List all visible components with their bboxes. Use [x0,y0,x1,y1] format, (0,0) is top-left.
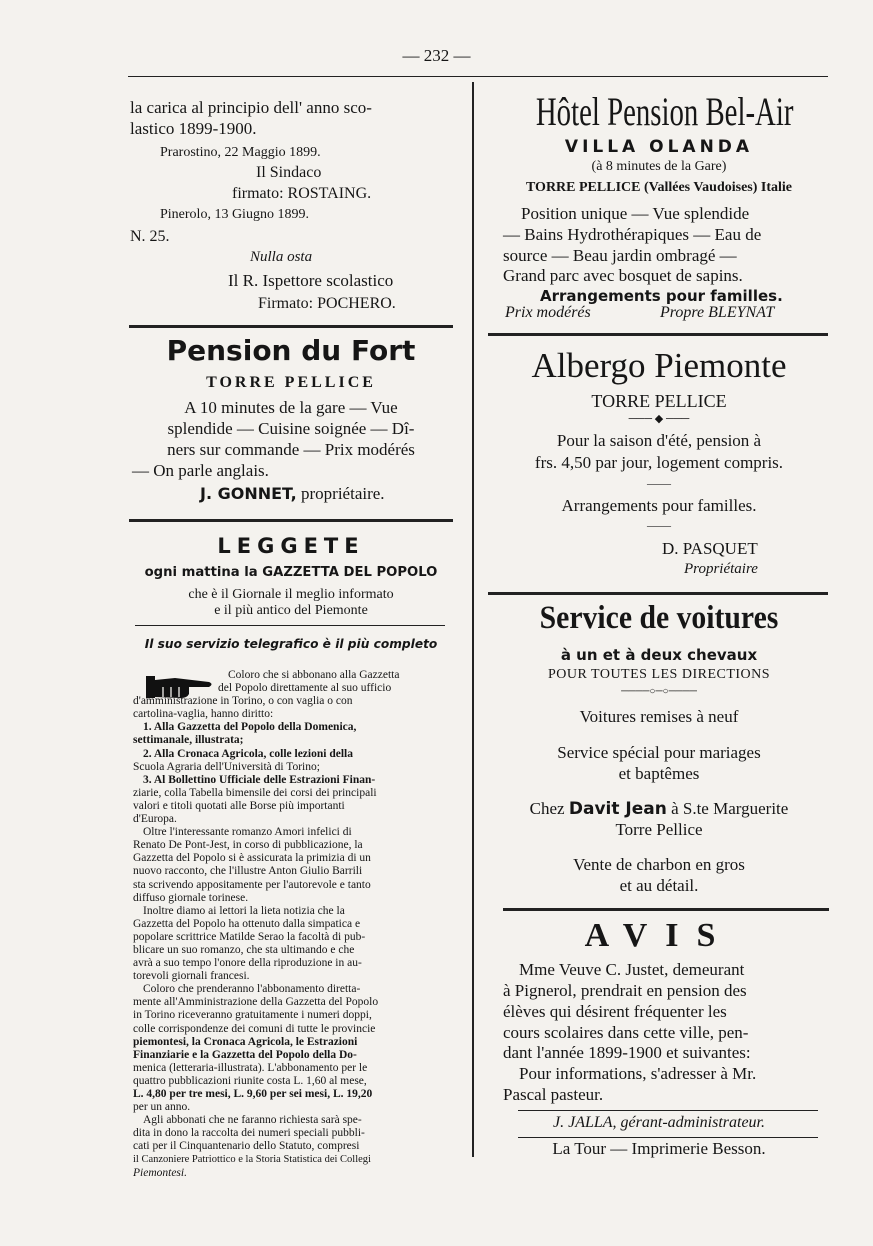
pension-fort-subtitle: TORRE PELLICE [206,374,376,391]
body-line: Gazzetta del Popolo si è assicurata la primizia di un [133,852,371,865]
body-line: in Torino riceveranno gratuitamente i numeri doppi, [133,1009,372,1022]
body-line: blicare un suo romanzo, che sta ultimando e che [133,943,355,956]
voitures-directions: POUR TOUTES LES DIRECTIONS [547,667,771,682]
hotel-arrangements: Arrangements pour familles. [540,287,783,305]
decree-firmato-2: Firmato: POCHERO. [258,295,396,312]
albergo-location: TORRE PELLICE [591,391,727,411]
body-line: settimanale, illustrata; [133,734,244,747]
pension-fort-line-1: A 10 minutes de la gare — Vue [184,398,398,417]
body-line: Scuola Agraria dell'Università di Torino; [133,760,320,773]
body-line: L. 4,80 per tre mesi, L. 9,60 per sei mesi, L. 19,20 [133,1088,373,1100]
avis-line-7: Pascal pasteur. [503,1085,604,1104]
section-rule [129,519,453,522]
body-line: diffuso giornale torinese. [133,891,249,904]
albergo-arrangements: Arrangements pour familles. [561,496,757,515]
body-line: Gazzetta del Popolo ha ottenuto dalla simpatica e [133,917,361,930]
body-line: quattro pubblicazioni riunite costa L. 1,60 al mese, [133,1074,367,1087]
voitures-chez: Chez [529,799,569,818]
decree-line-1: la carica al principio dell' anno sco- [130,98,372,117]
hotel-owner: Propre BLEYNAT [660,304,775,321]
hotel-line-1: Position unique — Vue splendide [521,204,750,223]
body-line: 1. Alla Gazzetta del Popolo della Domenica, [143,721,357,734]
pension-fort-title: Pension du Fort [166,334,416,367]
pension-fort-owner: J. GONNET, [200,484,297,503]
body-line: del Popolo direttamente al suo ufficio [218,682,392,695]
avis-line-4: cours scolaires dans cette ville, pen- [503,1023,749,1042]
avis-line-6: Pour informations, s'adresser à Mr. [519,1064,757,1083]
decree-number: N. 25. [130,228,170,245]
hotel-line-4: Grand parc avec bosquet de sapins. [503,266,743,285]
body-line: Coloro che prenderanno l'abbonamento diretta- [143,983,361,996]
decree-place-date-2: Pinerolo, 13 Giugno 1899. [160,207,309,222]
section-rule [503,908,829,911]
voitures-name: Davit Jean [568,799,667,819]
leggete-telegraph: Il suo servizio telegrafico è il più completo [144,637,438,651]
pension-fort-line-2: splendide — Cuisine soignée — Dî- [167,419,415,438]
body-line: nuovo racconto, che l'illustre Anton Giulio Barrili [133,865,363,878]
pension-fort-owner-line [200,484,385,504]
albergo-line-1: Pour la saison d'été, pension à [556,431,762,450]
pension-fort-line-3: ners sur commande — Prix modérés [167,440,415,459]
body-line: mente all'Amministrazione della Gazzetta del Popolo [133,996,379,1009]
body-line: menica (letteraria-illustrata). L'abbonamento per le [133,1061,368,1074]
voitures-line-3: et baptêmes [618,764,700,783]
leggete-desc-1: che è il Giornale il meglio informato [188,587,394,602]
avis-line-1 [519,960,829,980]
body-line: Inoltre diamo ai lettori la lieta notizia che la [143,904,345,917]
hotel-subtitle: VILLA OLANDA [564,137,754,157]
voitures-title: Service de voitures [539,600,779,636]
footer-rule [518,1110,818,1111]
body-line: Oltre l'interessante romanzo Amori infelici di [143,826,352,839]
body-line: Finanziarie e la Gazzetta del Popolo della Do- [133,1048,357,1061]
avis-line-1-text: Mme Veuve C. Justet, demeurant [519,960,745,979]
leggete-title: LEGGETE [217,534,365,558]
body-line: il Canzoniere Patriottico e la Storia Statistica dei Collegi [133,1154,371,1166]
albergo-line-2: frs. 4,50 par jour, logement compris. [534,453,784,472]
header-rule [128,76,828,77]
avis-line-2: à Pignerol, prendrait en pension des [503,981,747,1000]
footer-rule [518,1137,818,1138]
hotel-distance: (à 8 minutes de la Gare) [591,159,727,174]
leggete-rule [135,625,445,626]
section-rule [488,333,828,336]
body-line: per un anno. [133,1101,191,1114]
body-line: Renato De Pont-Jest, in corso di pubblicazione, la [133,839,363,852]
leggete-subtitle: ogni mattina la GAZZETTA DEL POPOLO [144,565,438,580]
pension-fort-owner-role: propriétaire. [296,484,385,503]
section-rule [129,325,453,328]
body-line: sta scrivendo appositamente per l'autorevole e tanto [133,878,371,891]
voitures-ornament: ────○─○──── [621,686,697,697]
body-line: Agli abbonati che ne faranno richiesta sarà spe- [143,1114,362,1127]
voitures-town: Torre Pellice [615,820,703,839]
body-line: d'Europa. [133,813,177,826]
body-line: 3. Al Bollettino Ufficiale delle Estrazioni Finan- [143,773,376,786]
voitures-chez-line [488,799,830,819]
hotel-line-2: — Bains Hydrothérapiques — Eau de [503,225,762,244]
hotel-location: TORRE PELLICE (Vallées Vaudoises) Italie [525,180,793,195]
body-line: cartolina-vaglia, hanno diritto: [133,708,274,721]
body-line: colle corrispondenze dei comuni di tutte le provincie [133,1022,376,1035]
avis-line-5: dant l'année 1899-1900 et suivantes: [503,1043,751,1062]
decree-ispettore: Il R. Ispettore scolastico [228,271,394,290]
decree-place-date-1: Prarostino, 22 Maggio 1899. [160,145,321,160]
albergo-dash-1: —— [647,476,671,490]
section-rule [488,592,828,595]
body-line: 2. Alla Cronaca Agricola, colle lezioni della [143,747,353,760]
albergo-owner: D. PASQUET [662,539,758,558]
voitures-line-1: Voitures remises à neuf [579,707,739,726]
avis-line-3: élèves qui désirent fréquenter les [503,1002,727,1021]
body-line: Coloro che si abbonano alla Gazzetta [228,669,400,681]
voitures-address: à S.te Marguerite [666,799,789,818]
body-line: popolare scrittrice Matilde Serao la facoltà di pub- [133,930,366,943]
decree-sindaco: Il Sindaco [256,164,322,181]
body-line: cati per il Cinquantenario dello Statuto, compresi [133,1140,360,1153]
body-line: d'amministrazione in Torino, o con vaglia o con [133,695,353,708]
decree-firmato-1: firmato: ROSTAING. [232,185,372,202]
body-line: dita in dono la raccolta dei numeri speciali pubbli- [133,1127,365,1140]
column-divider [472,82,474,1157]
albergo-title: Albergo Piemonte [531,346,787,385]
body-line: valori e titoli quotati alle Borse più importanti [133,799,345,812]
footer-manager: J. JALLA, gérant-administrateur. [553,1114,765,1131]
body-line: avrà a suo tempo l'onore della riproduzione in au- [133,957,362,970]
decree-line-2: lastico 1899-1900. [130,119,257,138]
albergo-ornament: ─── ◆ ─── [628,413,690,425]
voitures-line-2: Service spécial pour mariages [557,743,761,762]
voitures-subtitle: à un et à deux chevaux [560,646,758,664]
body-line: piemontesi, la Cronaca Agricola, le Estrazioni [133,1035,358,1048]
leggete-desc-2: e il più antico del Piemonte [214,603,368,618]
avis-title: AVIS [584,917,734,954]
pension-fort-line-4: — On parle anglais. [132,461,269,480]
voitures-line-4: Vente de charbon en gros [573,855,745,874]
voitures-line-5: et au détail. [619,876,699,895]
body-line: torevoli giornali francesi. [133,970,250,983]
footer-printer: La Tour — Imprimerie Besson. [552,1139,766,1158]
page-number: — 232 — [402,46,471,65]
body-line: Piemontesi. [133,1166,187,1179]
hotel-line-3: source — Beau jardin ombragé — [503,246,737,265]
albergo-dash-2: —— [647,518,671,532]
hotel-prices: Prix modérés [505,304,591,321]
body-line: ziarie, colla Tabella bimensile dei corsi dei principali [133,786,377,799]
leggete-body [133,669,455,1180]
decree-nulla-osta: Nulla osta [250,249,313,265]
albergo-owner-role: Propriétaire [684,561,758,577]
hotel-title: Hôtel Pension Bel-Air [535,89,794,134]
